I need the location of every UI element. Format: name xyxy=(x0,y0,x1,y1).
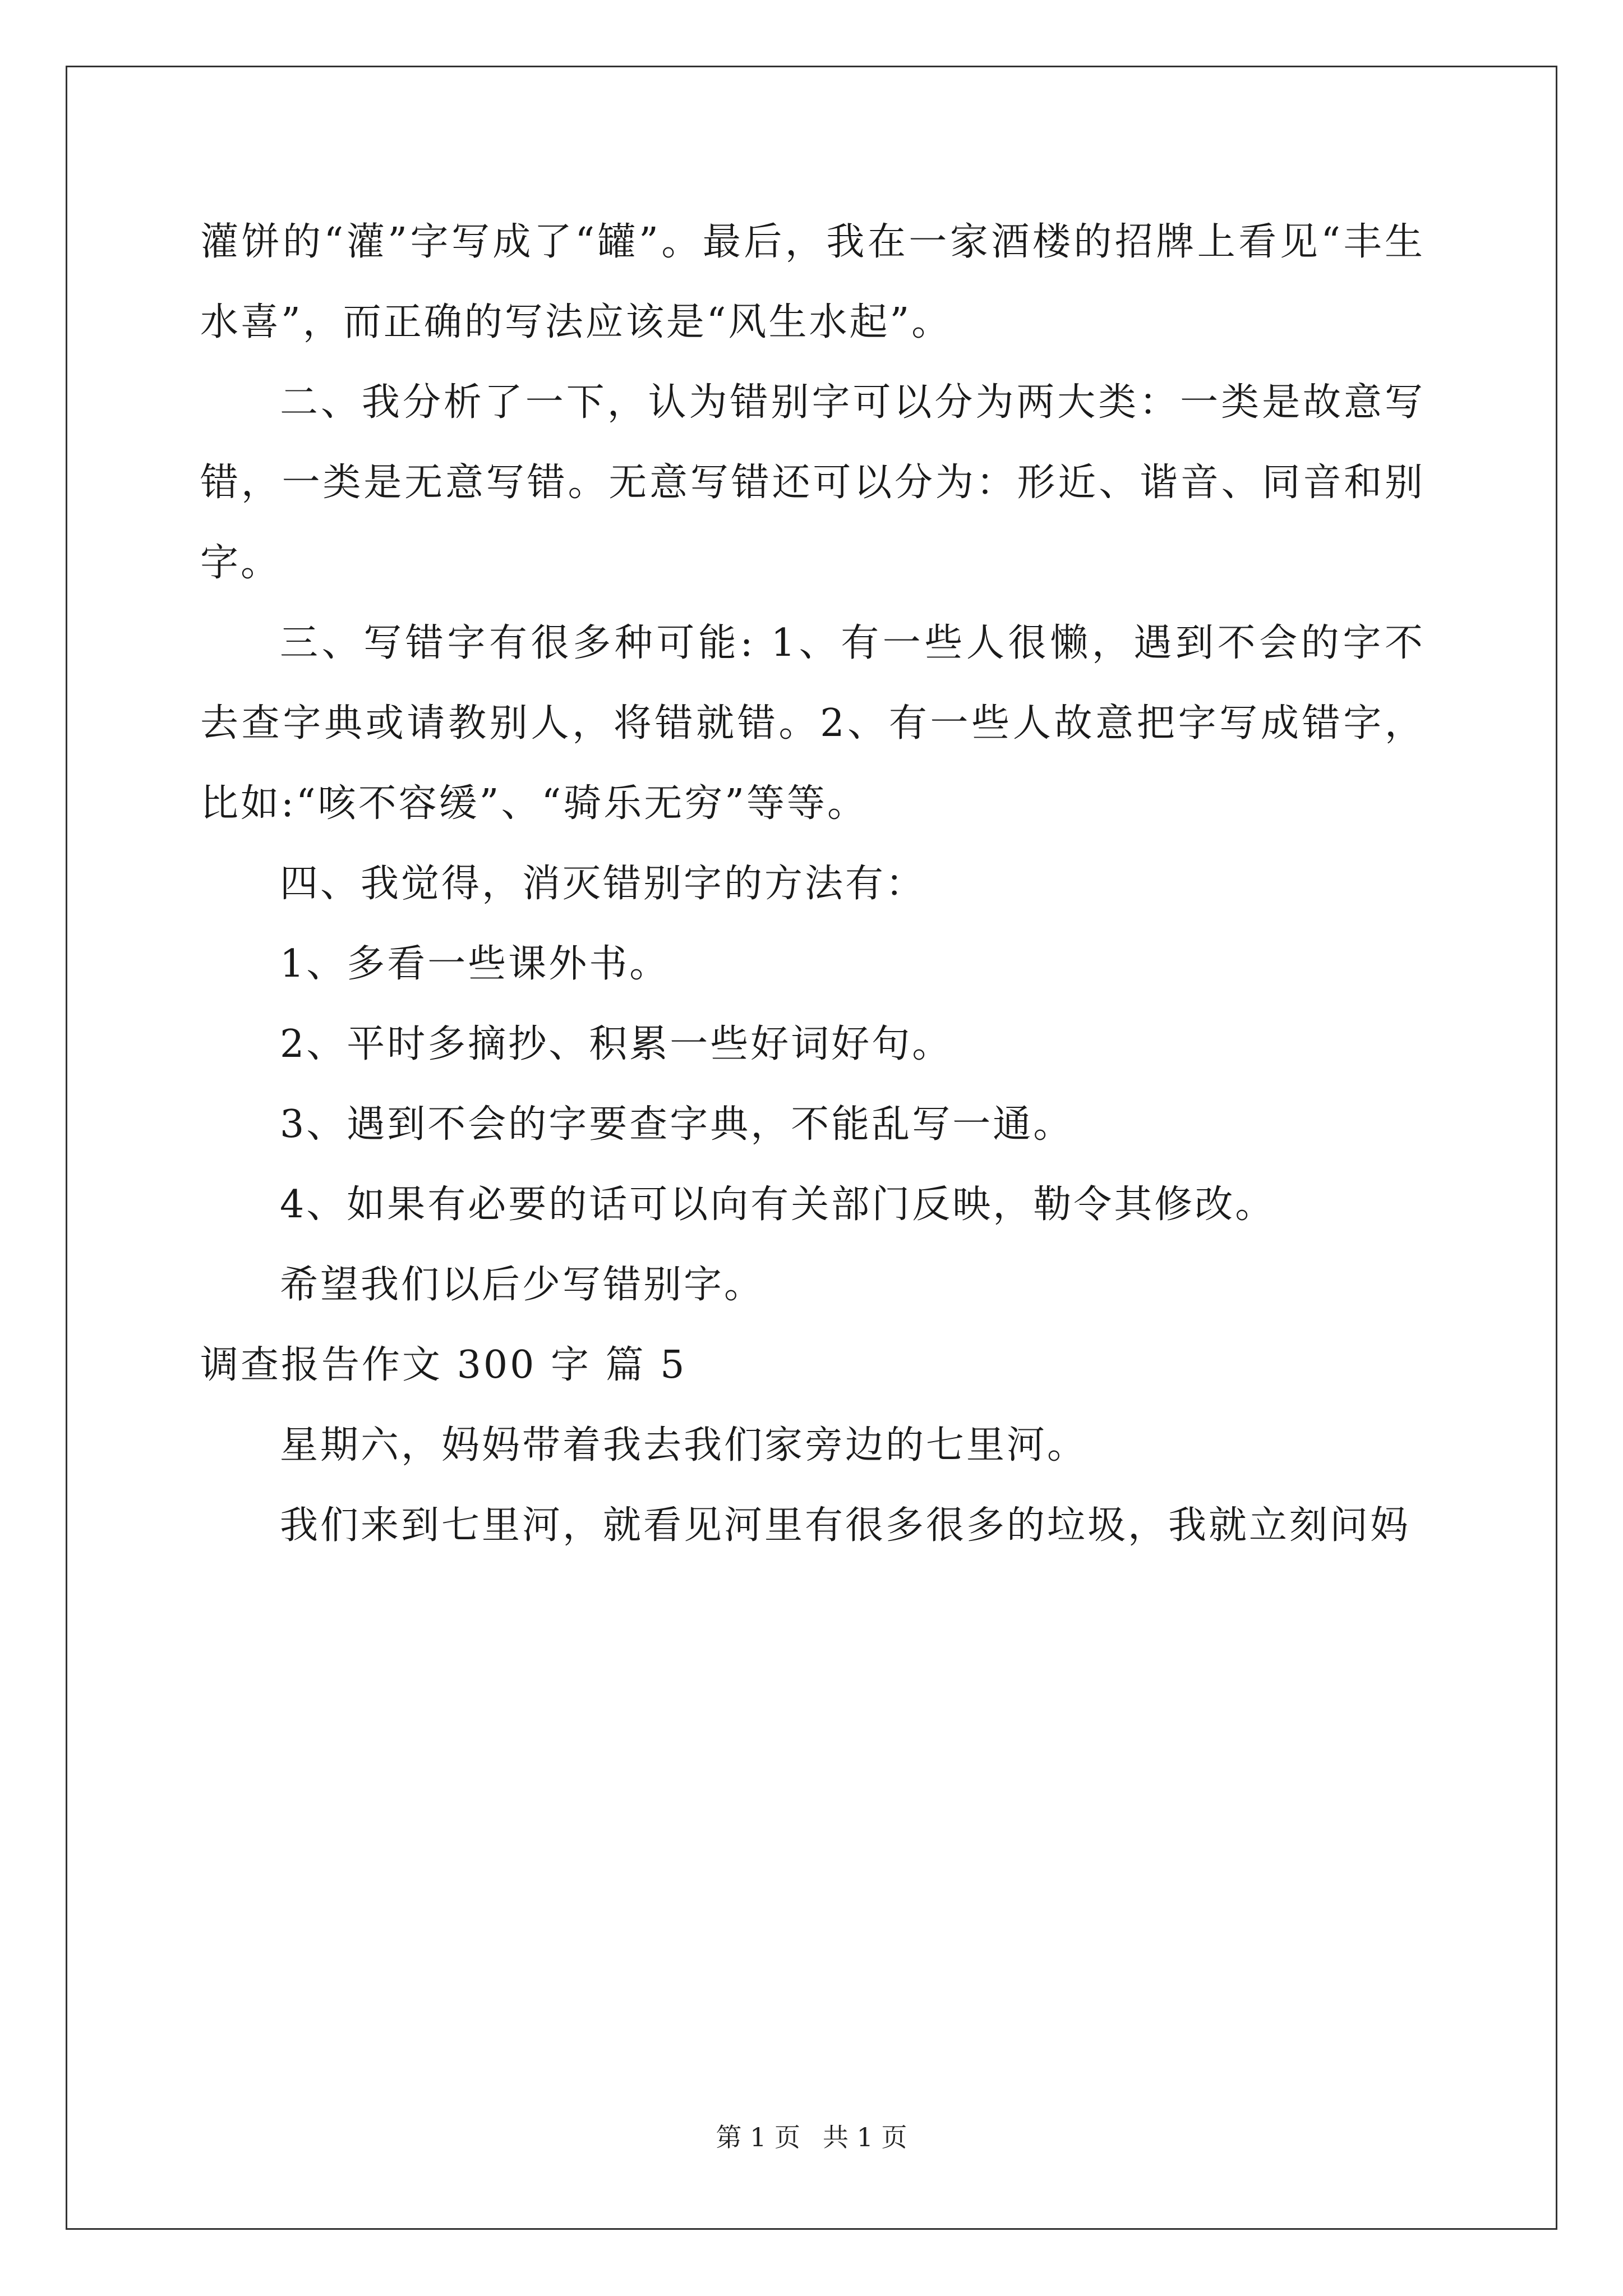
list-item-method-3: 3、遇到不会的字要查字典，不能乱写一通。 xyxy=(280,1102,1074,1147)
page-total: 共 1 页 xyxy=(823,2122,907,2152)
paragraph-analysis: 二、我分析了一下，认为错别字可以分为两大类：一类是故意写错，一类是无意写错。无意写错还可以分为：形近、谐音、同音和别字。 xyxy=(200,380,1425,585)
list-item-method-2: 2、平时多摘抄、积累一些好词好句。 xyxy=(280,1022,953,1066)
list-item-method-4: 4、如果有必要的话可以向有关部门反映，勒令其修改。 xyxy=(280,1182,1276,1227)
paragraph-methods-intro: 四、我觉得，消灭错别字的方法有： xyxy=(280,862,926,906)
document-body xyxy=(200,202,1425,1566)
paragraph-closing: 希望我们以后少写错别字。 xyxy=(280,1263,765,1307)
page-footer xyxy=(0,2120,1623,2154)
section-heading: 调查报告作文 300 字 篇 5 xyxy=(200,1343,687,1387)
list-item-method-1: 1、多看一些课外书。 xyxy=(280,942,670,986)
paragraph-causes: 三、写错字有很多种可能: 1、有一些人很懒，遇到不会的字不去查字典或请教别人，将错就错。2、有一些人故意把字写成错字，比如:“咳不容缓”、“骑乐无穷”等等。 xyxy=(200,621,1425,826)
paragraph-intro: 灌饼的“灌”字写成了“罐”。最后，我在一家酒楼的招牌上看见“丰生水喜”，而正确的写法应该是“风生水起”。 xyxy=(200,220,1425,344)
paragraph-saturday: 星期六，妈妈带着我去我们家旁边的七里河。 xyxy=(280,1423,1088,1467)
paragraph-river: 我们来到七里河，就看见河里有很多很多的垃圾，我就立刻问妈 xyxy=(280,1503,1411,1548)
page-number: 第 1 页 xyxy=(716,2122,800,2152)
